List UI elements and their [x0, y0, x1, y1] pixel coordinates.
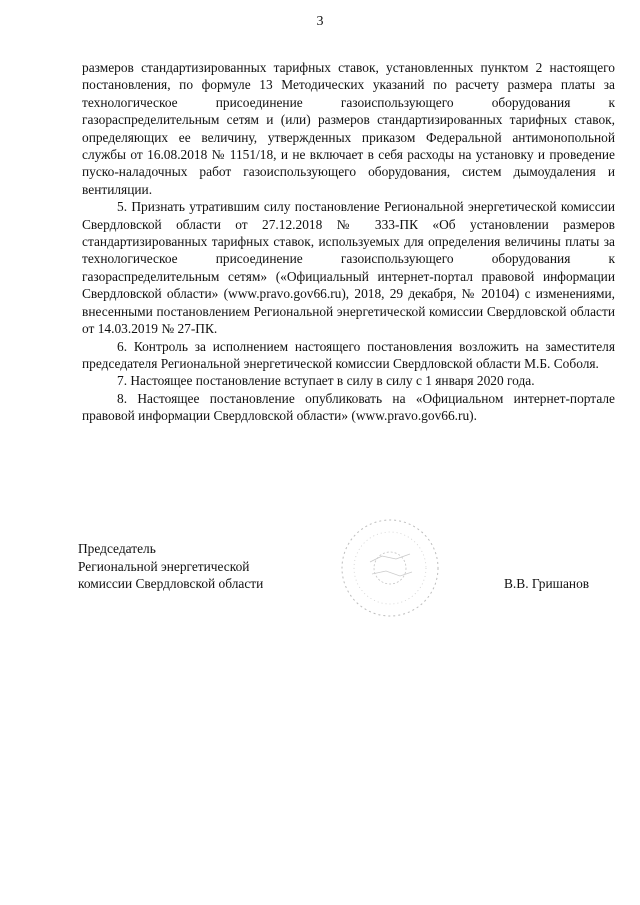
signatory-title-line: комиссии Свердловской области	[78, 576, 264, 592]
signatory-name: В.В. Гришанов	[504, 576, 590, 591]
paragraph-6: 6. Контроль за исполнением настоящего постановления возложить на заместителя председателя Региональной энергетической комиссии Свердловской области М.Б. Соболя.	[82, 338, 615, 371]
paragraph-5: 5. Признать утратившим силу постановление Региональной энергетической комиссии Свердловской области от 27.12.2018 № 333-ПК «Об установлении размеров стандартизированных тарифных ставок, используемых для определения величины платы за технологическое присоединение газоиспользующего оборудования к газораспределительным сетям» («Официальный интернет-портал правовой информации Свердловской области» (www.pravo.gov66.ru), 2018, 29 декабря, № 20104) с изменениями, внесенными постановлением Региональной энергетической комиссии Свердловской области от 14.03.2019 № 27-ПК.	[82, 199, 615, 337]
official-stamp-icon	[330, 510, 450, 625]
page-number: 3	[316, 14, 324, 29]
signatory-title	[78, 540, 263, 593]
paragraph-7: 7. Настоящее постановление вступает в силу в силу с 1 января 2020 года.	[117, 373, 535, 389]
signatory-title-line: Председатель	[78, 541, 156, 556]
signatory-title-line: Региональной энергетической	[78, 558, 250, 574]
paragraph-8: 8. Настоящее постановление опубликовать на «Официальном интернет-портале правовой информации Свердловской области» (www.pravo.gov66.ru).	[82, 390, 615, 424]
document-body	[82, 59, 615, 425]
paragraph-continuation: размеров стандартизированных тарифных ставок, установленных пунктом 2 настоящего постановления, по формуле 13 Методических указаний по расчету размера платы за технологическое присоединение газоиспользующего оборудования к газораспределительным сетям и (или) размеров стандартизированных тарифных ставок, определяющих ее величину, утвержденных приказом Федеральной антимонопольной службы от 16.08.2018 № 1151/18, и не включает в себя расходы на установку и проведение пуско-наладочных работ газоиспользующего оборудования, систем дымоудаления и вентиляции.	[82, 60, 615, 197]
